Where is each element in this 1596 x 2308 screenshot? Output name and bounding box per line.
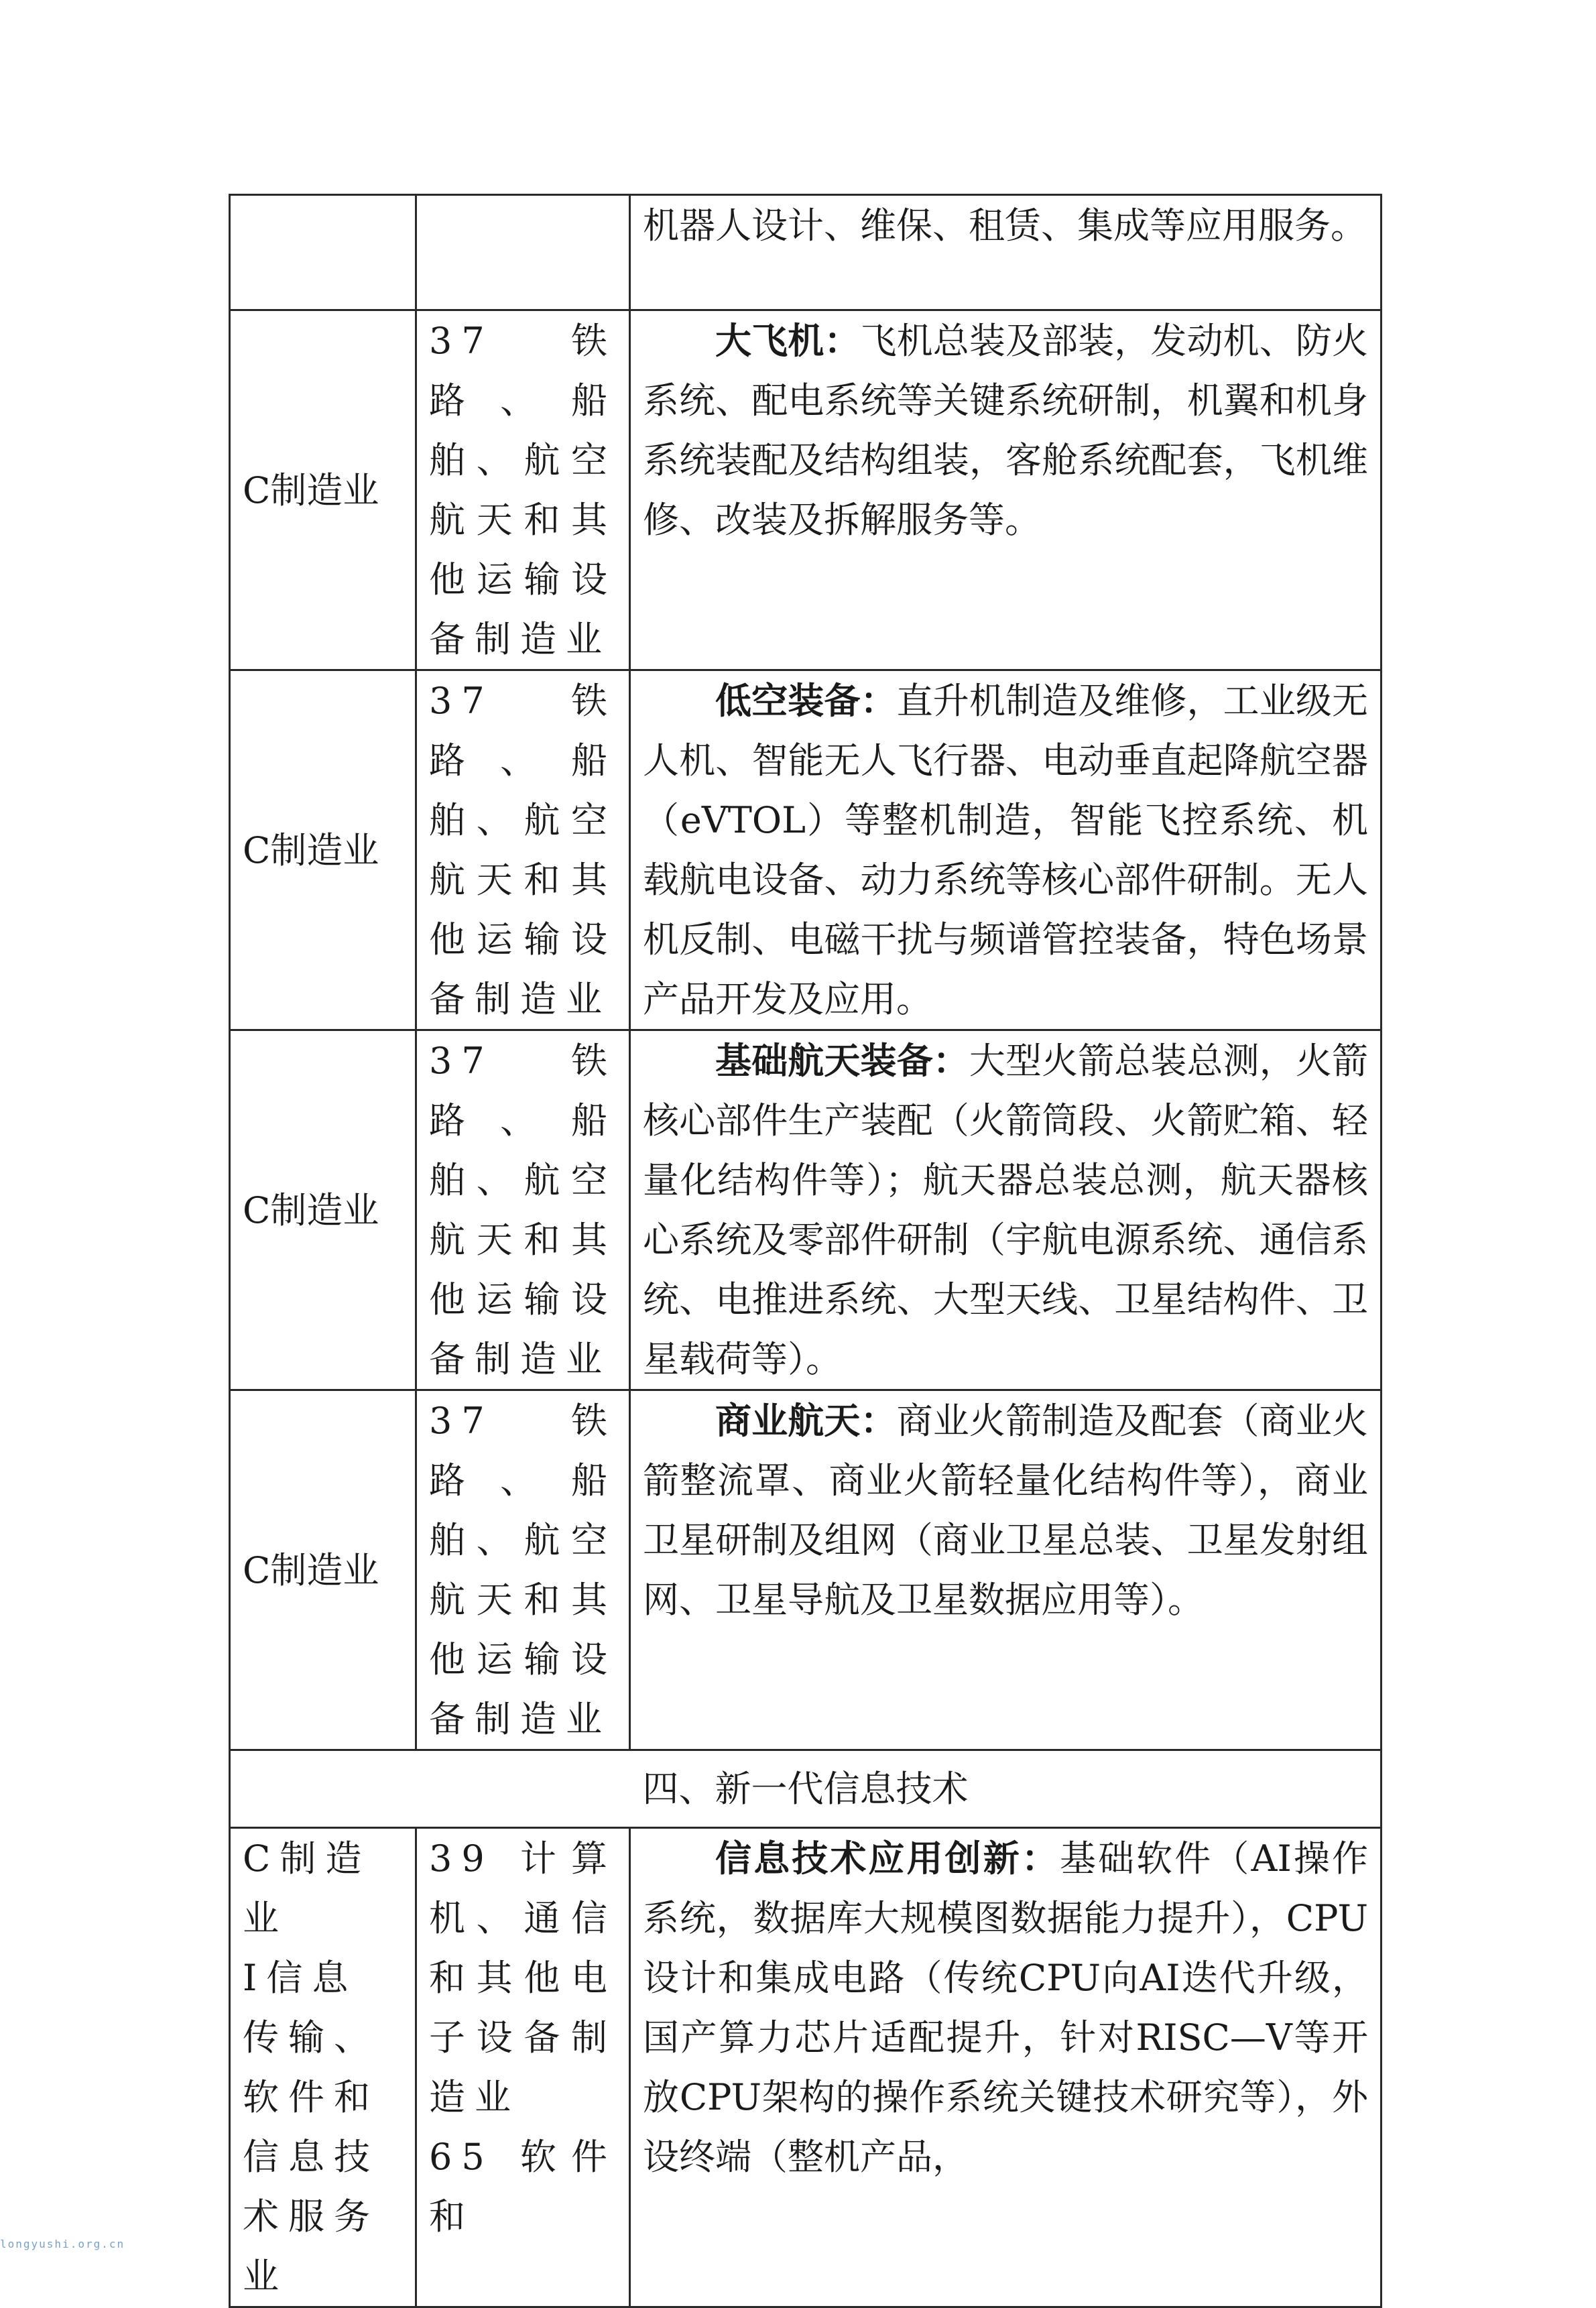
table-row — [230, 1390, 1382, 1750]
description-cell — [630, 1390, 1382, 1750]
industry-category-cell: C制造业 — [230, 310, 416, 670]
table-row — [230, 1030, 1382, 1390]
description-lead: 低空装备： — [715, 679, 897, 722]
table-row — [230, 670, 1382, 1030]
description-cell — [630, 310, 1382, 670]
description-lead: 商业航天： — [715, 1399, 897, 1442]
industry-table — [229, 194, 1382, 2308]
description-text: 飞机总装及部装，发动机、防火系统、配电系统等关键系统研制，机翼和机身系统装配及结构组装，客舱系统配套，飞机维修、改装及拆解服务等。 — [643, 320, 1369, 541]
table-row — [230, 195, 1382, 310]
industry-code-cell — [416, 195, 630, 310]
industry-category-cell — [230, 195, 416, 310]
industry-code-cell: 37 铁路、船舶、航空航天和其他运输设备制造业 — [416, 310, 630, 670]
industry-code-cell: 37 铁路、船舶、航空航天和其他运输设备制造业 — [416, 670, 630, 1030]
section-heading-row — [230, 1750, 1382, 1828]
table-row — [230, 310, 1382, 670]
section-heading: 四、新一代信息技术 — [230, 1750, 1382, 1828]
industry-category-cell: C制造业 — [230, 1390, 416, 1750]
description-cell — [630, 1828, 1382, 2307]
industry-code-cell: 37 铁路、船舶、航空航天和其他运输设备制造业 — [416, 1030, 630, 1390]
description-lead: 基础航天装备： — [715, 1039, 969, 1082]
description-cell — [630, 1030, 1382, 1390]
description-cell — [630, 670, 1382, 1030]
description-text: 直升机制造及维修，工业级无人机、智能无人飞行器、电动垂直起降航空器（eVTOL）等整机制造，智能飞控系统、机载航电设备、动力系统等核心部件研制。无人机反制、电磁干扰与频谱管控装备，特色场景产品开发及应用。 — [643, 680, 1369, 1020]
description-text: 机器人设计、维保、租赁、集成等应用服务。 — [643, 204, 1367, 247]
industry-code-cell: 39 计算机、通信和其他电子设备制造业 65 软件和 — [416, 1828, 630, 2307]
table-row — [230, 1828, 1382, 2307]
description-text: 商业火箭制造及配套（商业火箭整流罩、商业火箭轻量化结构件等），商业卫星研制及组网（商业卫星总装、卫星发射组网、卫星导航及卫星数据应用等）。 — [643, 1400, 1369, 1621]
description-text: 大型火箭总装总测，火箭核心部件生产装配（火箭筒段、火箭贮箱、轻量化结构件等）；航天器总装总测，航天器核心系统及零部件研制（宇航电源系统、通信系统、电推进系统、大型天线、卫星结构件、卫星载荷等）。 — [643, 1040, 1369, 1380]
industry-code-cell: 37 铁路、船舶、航空航天和其他运输设备制造业 — [416, 1390, 630, 1750]
watermark-text: longyushi.org.cn — [0, 2238, 125, 2250]
description-lead: 信息技术应用创新： — [715, 1837, 1060, 1880]
description-lead: 大飞机： — [715, 319, 861, 362]
industry-category-cell: C制造业 I信息传输、软件和信息技术服务业 — [230, 1828, 416, 2307]
industry-category-cell: C制造业 — [230, 1030, 416, 1390]
description-cell — [630, 195, 1382, 310]
description-text: 基础软件（AI操作系统，数据库大规模图数据能力提升），CPU设计和集成电路（传统CPU向AI迭代升级，国产算力芯片适配提升，针对RISC—V等开放CPU架构的操作系统关键技术研究等），外设终端（整机产品， — [643, 1837, 1369, 2178]
industry-category-cell: C制造业 — [230, 670, 416, 1030]
